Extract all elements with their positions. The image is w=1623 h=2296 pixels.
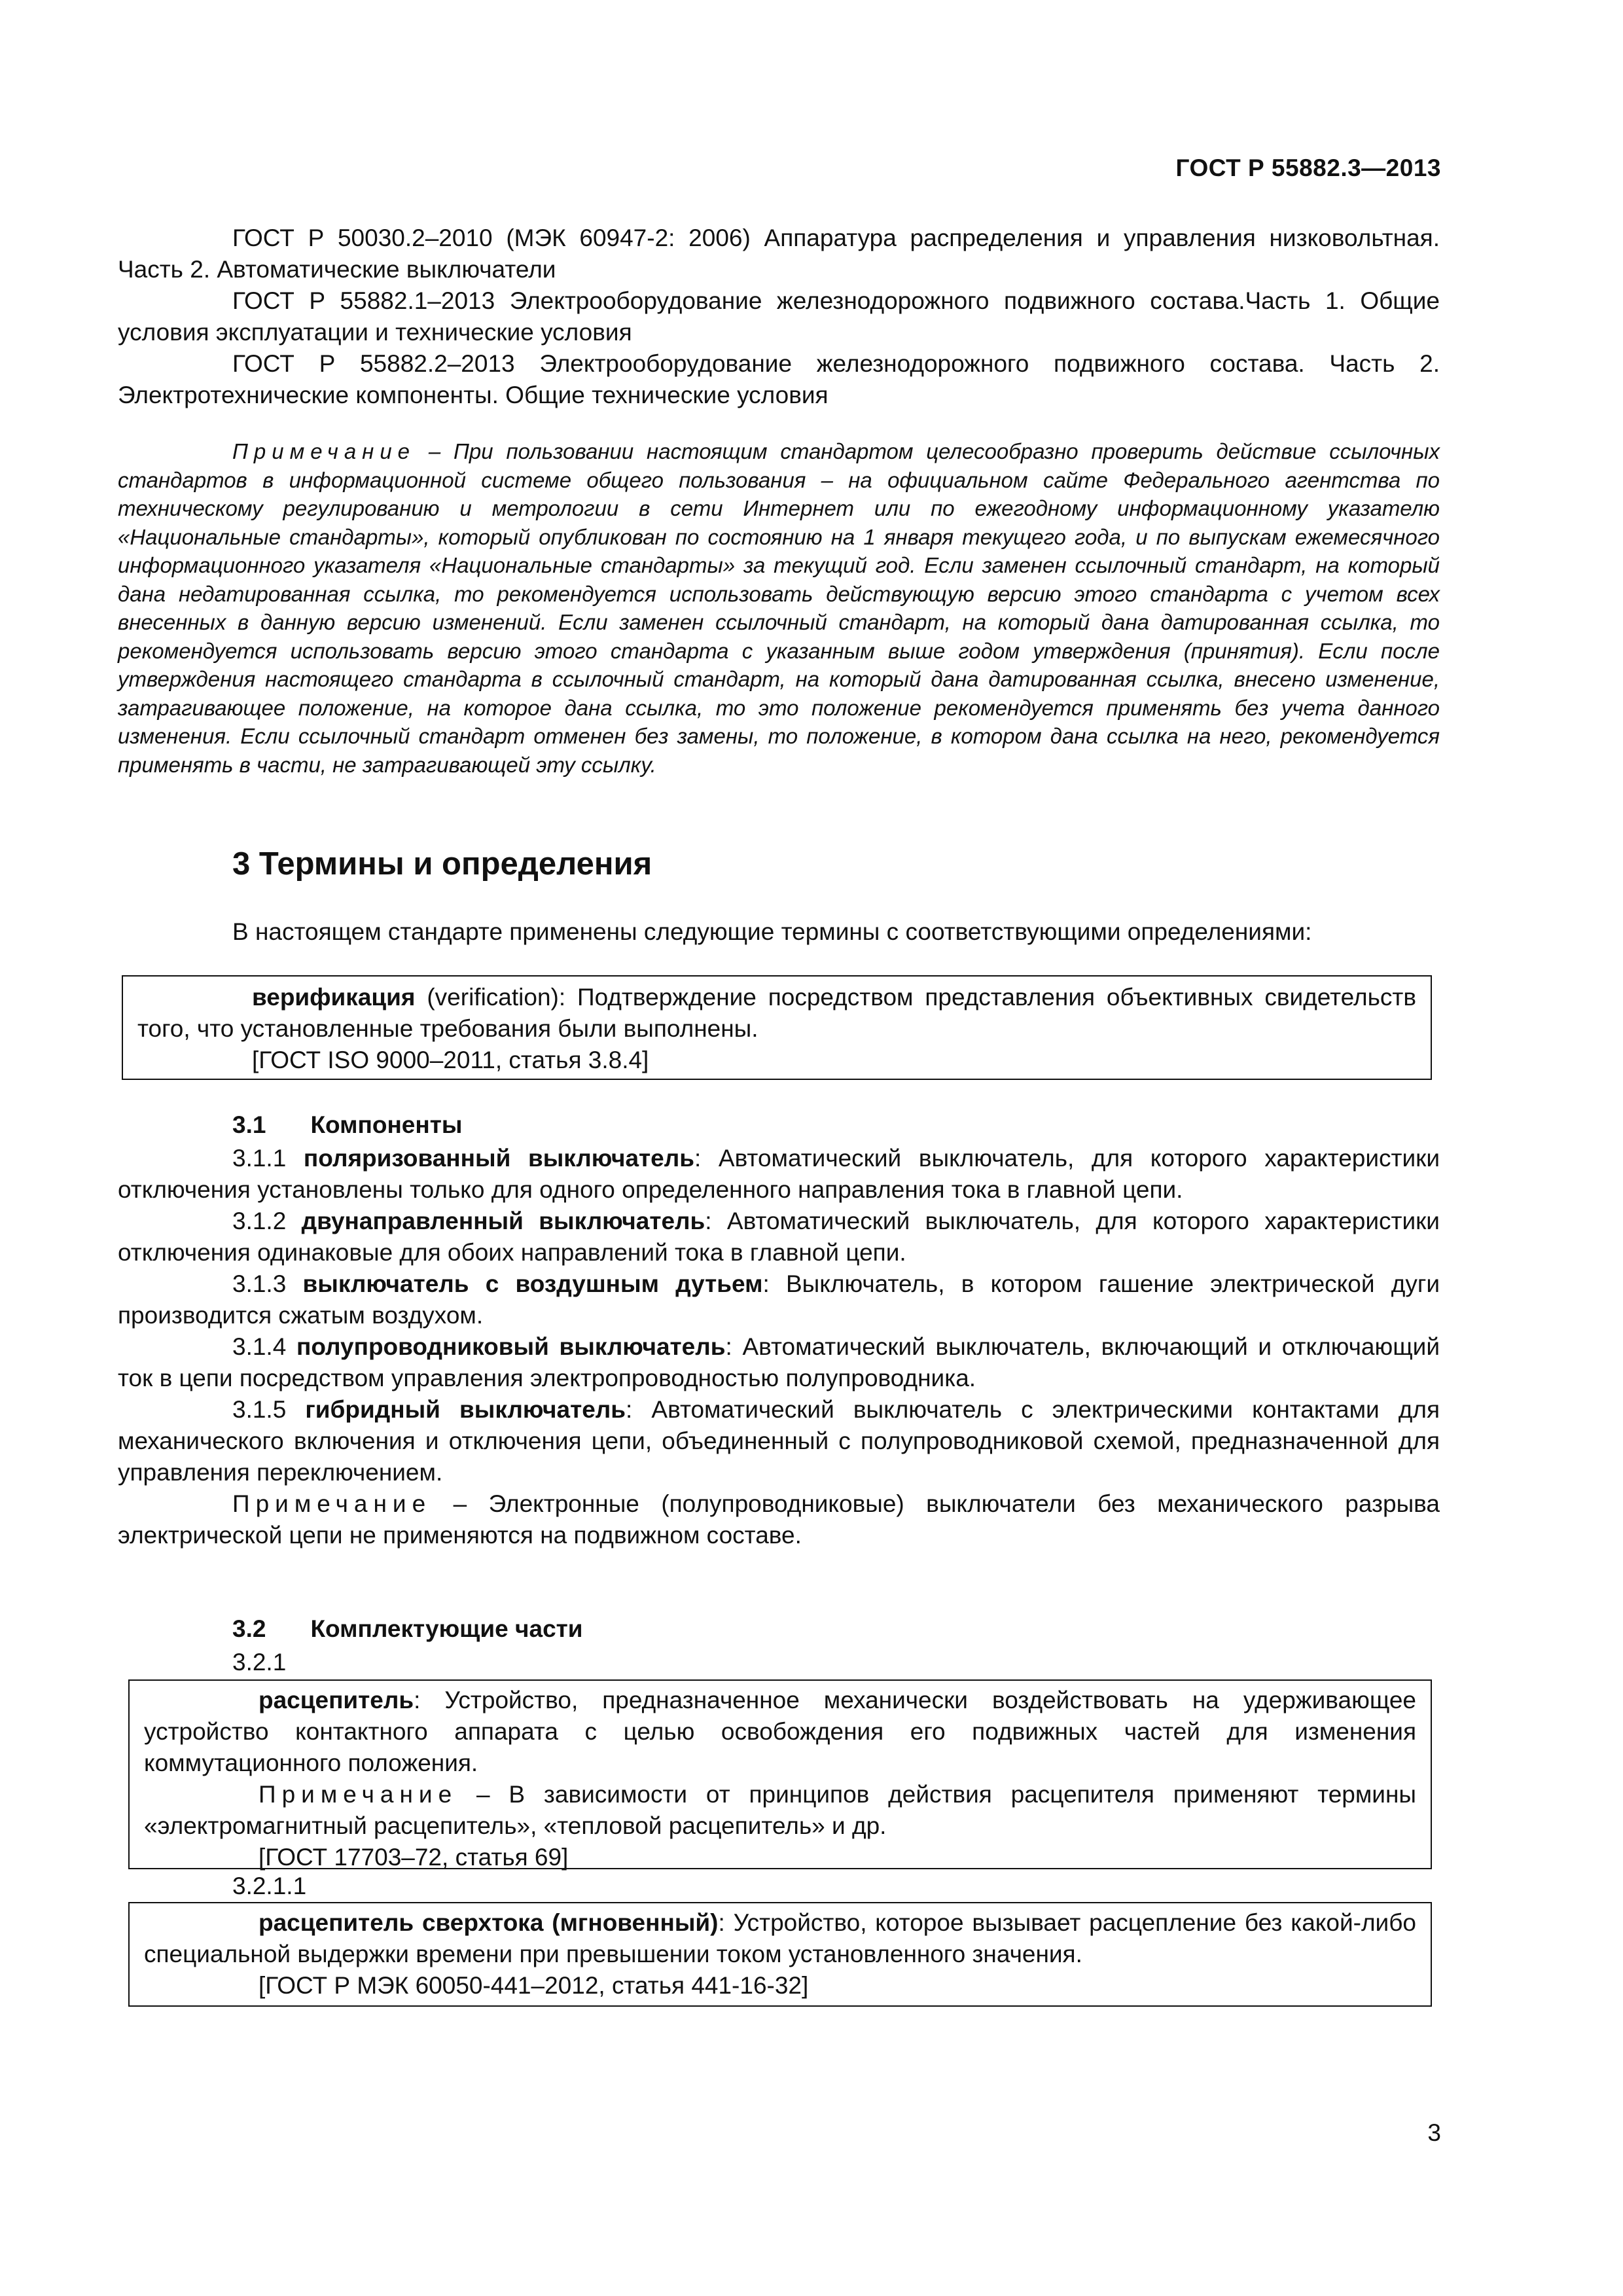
subsection-name: Компоненты — [310, 1111, 463, 1138]
term-text: : Автоматический выключатель, включающий и отключающий ток в цепи посредством управления электропроводностью полупроводника. — [118, 1333, 1440, 1391]
term-note — [118, 1488, 1440, 1551]
term-item — [118, 1206, 1440, 1268]
reference-item — [118, 285, 1440, 348]
term-number: 3.1.1 — [232, 1145, 304, 1172]
term-definition — [144, 1685, 1416, 1779]
term-number-3-2-1: 3.2.1 — [232, 1649, 287, 1676]
term-name: выключатель с воздушным дутьем — [302, 1270, 763, 1297]
term-box-release — [128, 1679, 1432, 1869]
subsection-number: 3.2 — [232, 1615, 266, 1642]
term-number: 3.1.2 — [232, 1208, 302, 1234]
term-number-3-2-1-1: 3.2.1.1 — [232, 1873, 307, 1899]
references-list — [118, 223, 1440, 411]
subsection-number: 3.1 — [232, 1111, 266, 1138]
reference-item — [118, 348, 1440, 411]
note-label: Примечание — [232, 1490, 432, 1517]
term-definition — [137, 982, 1416, 1045]
reference-code: ГОСТ Р 55882.1–2013 — [232, 287, 495, 314]
subsection-name: Комплектующие части — [310, 1615, 583, 1642]
term-name: расцепитель сверхтока (мгновенный) — [259, 1909, 719, 1936]
term-name: гибридный выключатель — [305, 1396, 626, 1423]
section-intro — [118, 916, 1440, 948]
term-name: расцепитель — [259, 1687, 414, 1713]
section-title: 3 Термины и определения — [232, 846, 652, 882]
reference-title: Электрооборудование железнодорожного подвижного состава. Часть 2. Электротехнические компоненты. Общие технические условия — [118, 350, 1440, 408]
term-item — [118, 1331, 1440, 1394]
term-number: 3.1.4 — [232, 1333, 296, 1360]
note-label: Примечание — [259, 1781, 458, 1808]
term-item — [118, 1394, 1440, 1488]
term-box-overcurrent-release — [128, 1902, 1432, 2007]
page-number: 3 — [1427, 2119, 1441, 2146]
term-source: [ГОСТ Р МЭК 60050-441–2012, статья 441-16-32] — [259, 1972, 809, 1999]
term-name: полупроводниковый выключатель — [296, 1333, 726, 1360]
term-text: : Автоматический выключатель, для которого характеристики отключения одинаковые для обоих направлений тока в главной цепи. — [118, 1208, 1440, 1266]
subsection-title — [232, 1111, 462, 1139]
term-source: [ГОСТ 17703–72, статья 69] — [259, 1844, 569, 1871]
term-item — [118, 1268, 1440, 1331]
term-box-content — [123, 977, 1431, 1076]
term-box-verification — [122, 975, 1432, 1080]
term-text: (verification): Подтверждение посредством представления объективных свидетельств того, что установленные требования были выполнены. — [137, 984, 1416, 1042]
reference-code: ГОСТ Р 50030.2–2010 (МЭК 60947-2: 2006) — [232, 224, 751, 251]
terms-list-3-1 — [118, 1143, 1440, 1551]
term-definition — [144, 1907, 1416, 1970]
document-code-header: ГОСТ Р 55882.3—2013 — [1175, 154, 1441, 181]
reference-code: ГОСТ Р 55882.2–2013 — [232, 350, 515, 377]
reference-title: Электрооборудование железнодорожного подвижного состава.Часть 1. Общие условия эксплуатации и технические условия — [118, 287, 1440, 346]
term-text: : Выключатель, в котором гашение электрической дуги производится сжатым воздухом. — [118, 1270, 1440, 1329]
term-number: 3.1.3 — [232, 1270, 303, 1297]
subsection-title — [232, 1615, 583, 1643]
reference-title: Аппаратура распределения и управления низковольтная. Часть 2. Автоматические выключатели — [118, 224, 1440, 283]
term-source: [ГОСТ ISO 9000–2011, статья 3.8.4] — [252, 1047, 649, 1073]
note-text: – Электронные (полупроводниковые) выключатели без механического разрыва электрической цепи не применяются на подвижном составе. — [118, 1490, 1440, 1549]
term-text: : Автоматический выключатель с электрическими контактами для механического включения и отключения цепи, объединенный с полупроводниковой схемой, предназначенной для управления переключением. — [118, 1396, 1440, 1486]
term-box-content — [130, 1903, 1431, 2001]
reference-item — [118, 223, 1440, 285]
term-box-content — [130, 1681, 1431, 1873]
note-text: – В зависимости от принципов действия расцепителя применяют термины «электромагнитный расцепитель», «тепловой расцепитель» и др. — [144, 1781, 1416, 1839]
references-note — [118, 437, 1440, 779]
term-note — [144, 1779, 1416, 1842]
term-name: двунаправленный выключатель — [301, 1208, 705, 1234]
term-text: : Автоматический выключатель, для которого характеристики отключения установлены только для одного определенного направления тока в главной цепи. — [118, 1145, 1440, 1203]
term-name: верификация — [252, 984, 416, 1011]
term-number: 3.1.5 — [232, 1396, 306, 1423]
term-text: : Устройство, предназначенное механически воздействовать на удерживающее устройство контактного аппарата с целью освобождения его подвижных частей для изменения коммутационного положения. — [144, 1687, 1416, 1776]
term-text: : Устройство, которое вызывает расцепление без какой-либо специальной выдержки времени при превышении током установленного значения. — [144, 1909, 1416, 1967]
note-text: – При пользовании настоящим стандартом целесообразно проверить действие ссылочных стандартов в информационной системе общего пользования – на официальном сайте Федерального агентства по техническому регулированию и метрологии в сети Интернет или по ежегодному информационному указателю «Национальные стандарты», который опубликован по состоянию на 1 января текущего года, и по выпускам ежемесячного информационного указателя «Национальные стандарты» за текущий год. Если заменен ссылочный стандарт, на который дана недатированная ссылка, то рекомендуется использовать действующую версию этого стандарта с учетом всех внесенных в данную версию изменений. Если заменен ссылочный стандарт, на который дана датированная ссылка, то рекомендуется использовать версию этого стандарта с указанным выше годом утверждения (принятия). Если после утверждения настоящего стандарта в ссылочный стандарт, на который дана датированная ссылка, внесено изменение, затрагивающее положение, на которое дана ссылка, то это положение рекомендуется применять без учета данного изменения. Если ссылочный стандарт отменен без замены, то положение, в котором дана ссылка на него, рекомендуется применять в части, не затрагивающей эту ссылку. — [118, 439, 1440, 777]
term-name: поляризованный выключатель — [303, 1145, 694, 1172]
intro-paragraph: В настоящем стандарте применены следующие термины с соответствующими определениями: — [232, 918, 1312, 945]
term-item — [118, 1143, 1440, 1206]
note-label: Примечание — [232, 439, 416, 463]
